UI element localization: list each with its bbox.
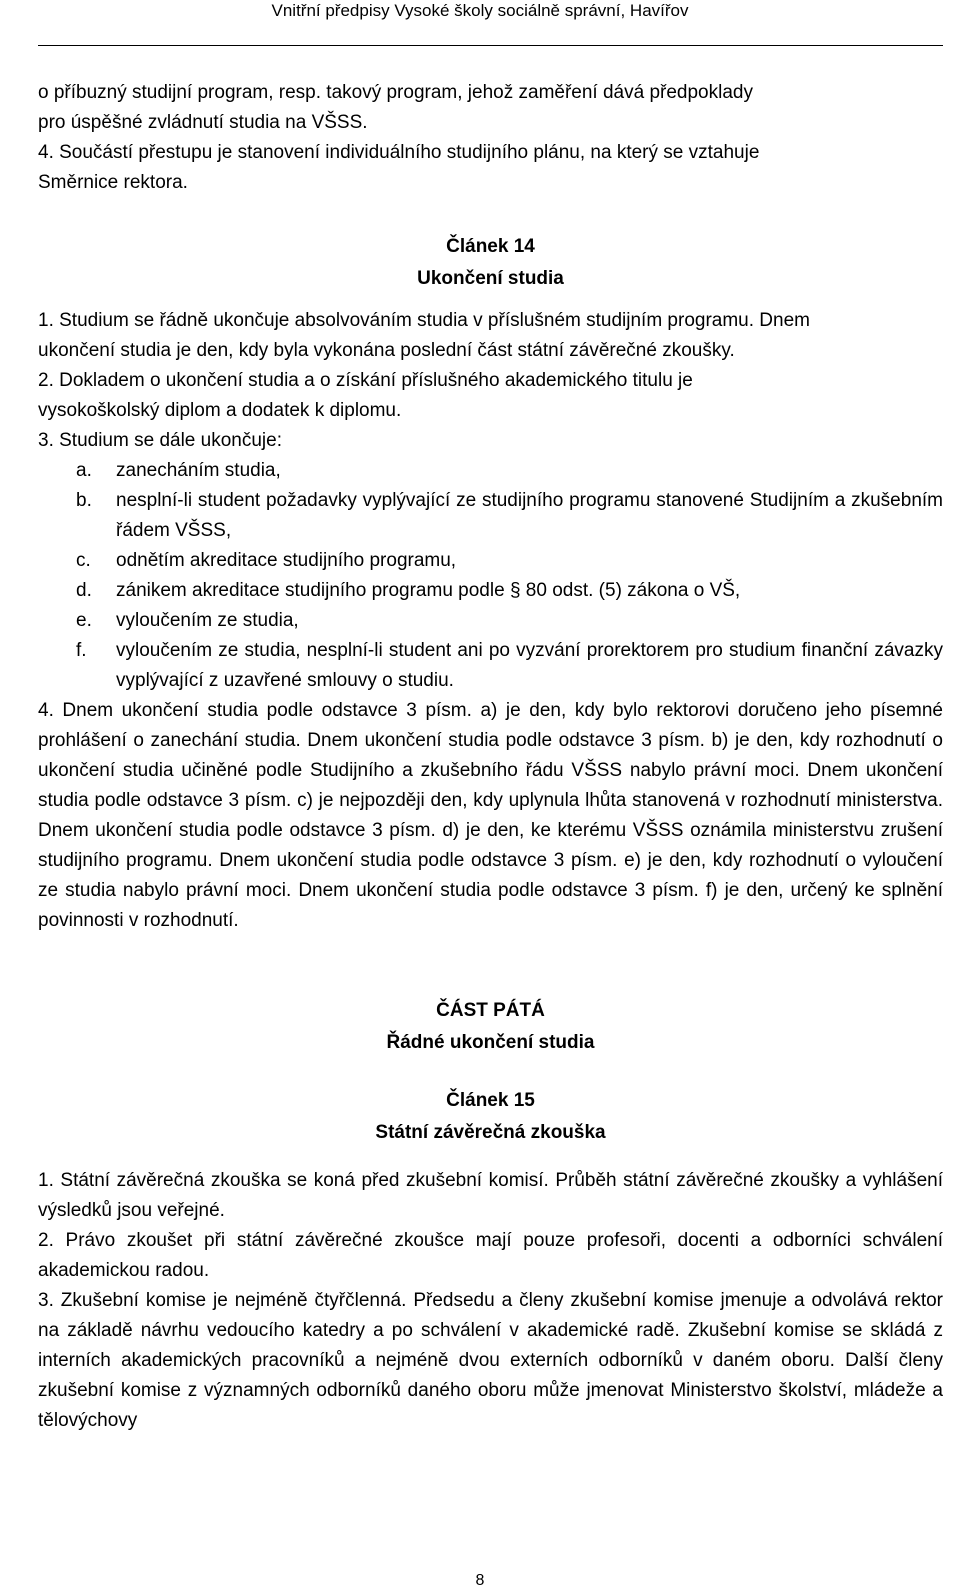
list-text: vyloučením ze studia, — [116, 610, 299, 631]
list-text: vyloučením ze studia, nesplní-li student ani po vyzvání prorektorem pro studium finanční závazky vyplývající z uzavřené smlouvy o studiu. — [116, 640, 943, 691]
list-item — [76, 456, 943, 486]
intro-line-1: o příbuzný studijní program, resp. takový program, jehož zaměření dává předpoklady — [38, 82, 753, 103]
article-14-para-2 — [38, 366, 943, 426]
list-letter: c. — [76, 550, 91, 571]
article-14-para-4: 4. Dnem ukončení studia podle odstavce 3 písm. a) je den, kdy bylo rektorovi doručeno jeho písemné prohlášení o zanechání studia. Dnem ukončení studia podle odstavce 3 písm. b) je den, kdy rozhodnutí o ukončení studia učiněné podle Studijního a zkušebního řádu VŠSS nabylo právní moci. Dnem ukončení studia podle odstavce 3 písm. c) je nejpozději den, kdy uplynula lhůta stanovená v rozhodnutí ministerstva. Dnem ukončení studia podle odstavce 3 písm. d) je den, ke kterému VŠSS oznámila ministerstvu zrušení studijního programu. Dnem ukončení studia podle odstavce 3 písm. e) je den, kdy rozhodnutí o vyloučení ze studia nabylo právní moci. Dnem ukončení studia podle odstavce 3 písm. f) je den, určený ke splnění povinnosti v rozhodnutí. — [38, 700, 943, 931]
list-letter: d. — [76, 580, 92, 601]
page-number: 8 — [475, 1572, 485, 1589]
termination-list — [38, 456, 943, 696]
list-item — [76, 576, 943, 606]
paragraph — [38, 78, 943, 138]
list-item — [76, 486, 943, 546]
a14-1-line-1: 1. Studium se řádně ukončuje absolvováním studia v příslušném studijním programu. Dnem — [38, 310, 810, 331]
article-14-para-3: 3. Studium se dále ukončuje: — [38, 430, 282, 451]
article-14-para-1 — [38, 306, 943, 366]
article-15-title: Článek 15 — [446, 1090, 535, 1111]
a14-2-line-1: 2. Dokladem o ukončení studia a o získání příslušného akademického titulu je — [38, 370, 693, 391]
page-header: Vnitřní předpisy Vysoké školy sociálně správní, Havířov — [271, 1, 689, 20]
list-letter: f. — [76, 640, 87, 661]
list-text: nesplní-li student požadavky vyplývající ze studijního programu stanovené Studijním a zkušebním řádem VŠSS, — [116, 490, 943, 541]
article-15-para-3: 3. Zkušební komise je nejméně čtyřčlenná. Předsedu a členy zkušební komise jmenuje a odvolává rektor na základě návrhu vedoucího katedry a po schválení v akademické radě. Zkušební komise se skládá z interních akademických pracovníků a nejméně dvou externích odborníků v daném oboru. Další členy zkušební komise z významných odborníků daného oboru může jmenovat Ministerstvo školství, mládeže a tělovýchovy — [38, 1290, 943, 1431]
part-subtitle: Řádné ukončení studia — [386, 1032, 595, 1053]
list-item — [76, 546, 943, 576]
article-14-title: Článek 14 — [446, 236, 535, 257]
article-14-subtitle: Ukončení studia — [417, 268, 564, 289]
article-15-para-1: 1. Státní závěrečná zkouška se koná před zkušební komisí. Průběh státní závěrečné zkoušky a vyhlášení výsledků jsou veřejné. — [38, 1170, 943, 1221]
list-text: zanecháním studia, — [116, 460, 281, 481]
header-divider — [38, 45, 943, 46]
list-text: odnětím akreditace studijního programu, — [116, 550, 457, 571]
list-letter: a. — [76, 460, 92, 481]
list-item — [76, 606, 943, 636]
p4-line-2: Směrnice rektora. — [38, 172, 188, 193]
part-title: ČÁST PÁTÁ — [436, 1000, 545, 1021]
list-letter: b. — [76, 490, 92, 511]
list-text: zánikem akreditace studijního programu podle § 80 odst. (5) zákona o VŠ, — [116, 580, 741, 601]
article-15-subtitle: Státní závěrečná zkouška — [375, 1122, 606, 1143]
intro-line-2: pro úspěšné zvládnutí studia na VŠSS. — [38, 112, 368, 133]
list-item — [76, 636, 943, 696]
paragraph-4 — [38, 138, 943, 198]
document-body — [38, 78, 943, 1436]
list-letter: e. — [76, 610, 92, 631]
article-15-para-2: 2. Právo zkoušet při státní závěrečné zkoušce mají pouze profesoři, docenti a odborníci schválení akademickou radou. — [38, 1230, 943, 1281]
p4-line-1: 4. Součástí přestupu je stanovení individuálního studijního plánu, na který se vztahuje — [38, 142, 760, 163]
a14-1-line-2: ukončení studia je den, kdy byla vykonána poslední část státní závěrečné zkoušky. — [38, 340, 735, 361]
a14-2-line-2: vysokoškolský diplom a dodatek k diplomu. — [38, 400, 402, 421]
